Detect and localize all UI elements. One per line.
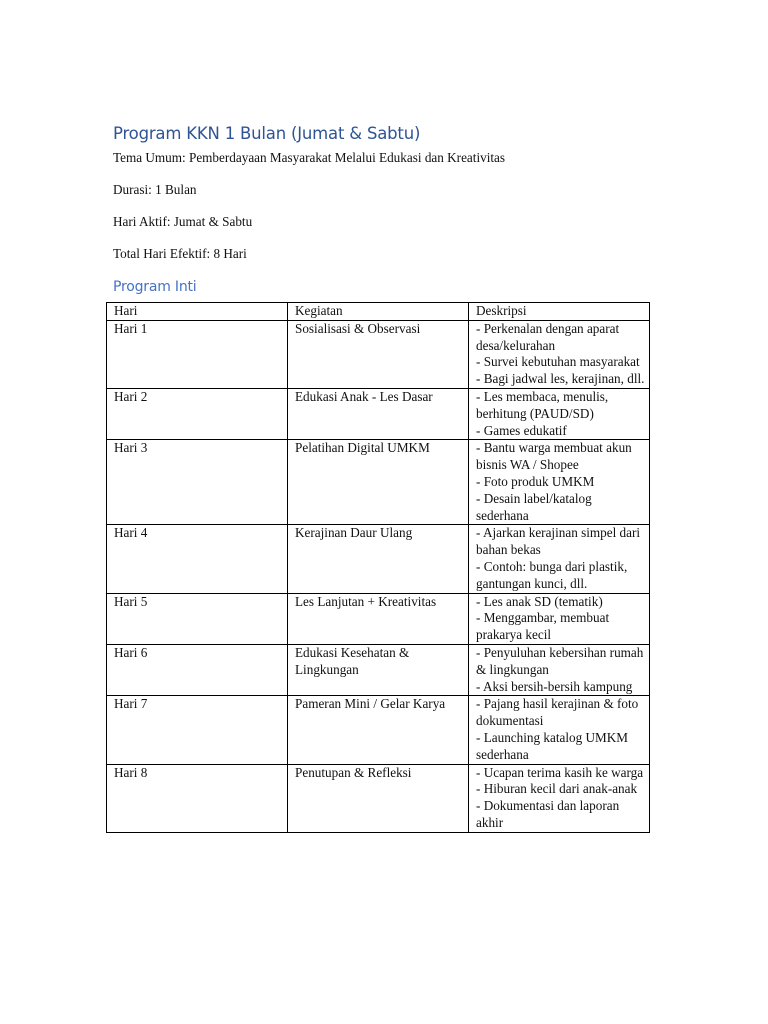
deskripsi-line: - Les anak SD (tematik) bbox=[476, 593, 603, 609]
total-hari-efektif: Total Hari Efektif: 8 Hari bbox=[113, 246, 247, 261]
header-deskripsi: Deskripsi bbox=[469, 303, 650, 321]
table-row bbox=[107, 593, 650, 644]
table-row bbox=[107, 525, 650, 593]
table-row bbox=[107, 764, 650, 832]
cell-deskripsi bbox=[469, 388, 650, 439]
program-table bbox=[106, 302, 650, 833]
cell-kegiatan: Pameran Mini / Gelar Karya bbox=[288, 696, 469, 764]
deskripsi-line: - Bagi jadwal les, kerajinan, dll. bbox=[476, 371, 645, 387]
deskripsi-line: - Bantu warga membuat akun bisnis WA / Shopee bbox=[476, 440, 632, 473]
table-header-row bbox=[107, 303, 650, 321]
deskripsi-line: - Ajarkan kerajinan simpel dari bahan bekas bbox=[476, 525, 641, 558]
cell-deskripsi bbox=[469, 440, 650, 525]
cell-hari: Hari 1 bbox=[107, 320, 288, 388]
cell-kegiatan: Pelatihan Digital UMKM bbox=[288, 440, 469, 525]
cell-kegiatan: Sosialisasi & Observasi bbox=[288, 320, 469, 388]
deskripsi-line: - Dokumentasi dan laporan akhir bbox=[476, 798, 620, 830]
cell-hari: Hari 5 bbox=[107, 593, 288, 644]
cell-hari: Hari 4 bbox=[107, 525, 288, 593]
cell-deskripsi bbox=[469, 593, 650, 644]
cell-hari: Hari 2 bbox=[107, 388, 288, 439]
deskripsi-line: - Contoh: bunga dari plastik, gantungan kunci, dll. bbox=[476, 558, 628, 591]
deskripsi-line: - Survei kebutuhan masyarakat bbox=[476, 354, 640, 370]
header-kegiatan: Kegiatan bbox=[288, 303, 469, 321]
cell-kegiatan: Edukasi Anak - Les Dasar bbox=[288, 388, 469, 439]
cell-kegiatan: Kerajinan Daur Ulang bbox=[288, 525, 469, 593]
cell-deskripsi bbox=[469, 644, 650, 695]
durasi: Durasi: 1 Bulan bbox=[113, 182, 197, 197]
cell-hari: Hari 7 bbox=[107, 696, 288, 764]
cell-deskripsi bbox=[469, 764, 650, 832]
deskripsi-line: - Hiburan kecil dari anak-anak bbox=[476, 781, 638, 797]
cell-deskripsi bbox=[469, 320, 650, 388]
cell-deskripsi bbox=[469, 696, 650, 764]
cell-kegiatan: Les Lanjutan + Kreativitas bbox=[288, 593, 469, 644]
cell-hari: Hari 8 bbox=[107, 764, 288, 832]
cell-hari: Hari 6 bbox=[107, 644, 288, 695]
hari-aktif: Hari Aktif: Jumat & Sabtu bbox=[113, 214, 253, 229]
table-row bbox=[107, 388, 650, 439]
deskripsi-line: - Pajang hasil kerajinan & foto dokumentasi bbox=[476, 696, 639, 729]
cell-kegiatan: Edukasi Kesehatan & Lingkungan bbox=[288, 644, 469, 695]
cell-hari: Hari 3 bbox=[107, 440, 288, 525]
header-hari: Hari bbox=[107, 303, 288, 321]
deskripsi-line: - Launching katalog UMKM sederhana bbox=[476, 729, 628, 762]
cell-deskripsi bbox=[469, 525, 650, 593]
table-row bbox=[107, 440, 650, 525]
cell-kegiatan: Penutupan & Refleksi bbox=[288, 764, 469, 832]
deskripsi-line: - Perkenalan dengan aparat desa/kelurahan bbox=[476, 320, 620, 353]
tema-umum: Tema Umum: Pemberdayaan Masyarakat Melalui Edukasi dan Kreativitas bbox=[113, 150, 506, 165]
section-title-program-inti: Program Inti bbox=[113, 279, 197, 295]
document-title: Program KKN 1 Bulan (Jumat & Sabtu) bbox=[113, 124, 421, 143]
deskripsi-line: - Ucapan terima kasih ke warga bbox=[476, 764, 644, 780]
deskripsi-line: - Desain label/katalog sederhana bbox=[476, 490, 592, 523]
table-row bbox=[107, 320, 650, 388]
deskripsi-line: - Les membaca, menulis, berhitung (PAUD/SD) bbox=[476, 388, 609, 421]
deskripsi-line: - Penyuluhan kebersihan rumah & lingkungan bbox=[476, 644, 644, 677]
deskripsi-line: - Foto produk UMKM bbox=[476, 473, 595, 489]
deskripsi-line: - Aksi bersih-bersih kampung bbox=[476, 678, 633, 694]
table-row bbox=[107, 696, 650, 764]
deskripsi-line: - Games edukatif bbox=[476, 422, 567, 438]
deskripsi-line: - Menggambar, membuat prakarya kecil bbox=[476, 610, 610, 643]
table-row bbox=[107, 644, 650, 695]
